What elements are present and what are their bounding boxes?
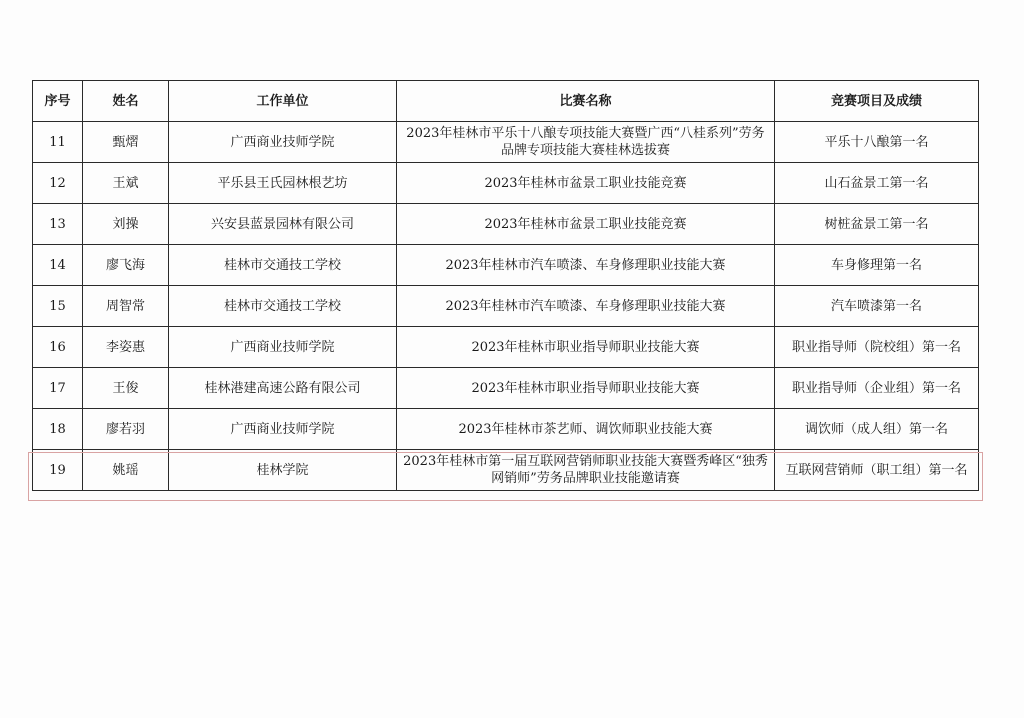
cell-name: 廖飞海 — [83, 245, 169, 286]
selection-highlight-box — [28, 452, 983, 501]
cell-event-and-result: 平乐十八酿第一名 — [775, 122, 979, 163]
table-row — [33, 122, 979, 163]
awards-table — [32, 80, 979, 491]
cell-event-and-result: 职业指导师（企业组）第一名 — [775, 368, 979, 409]
cell-event-and-result: 树桩盆景工第一名 — [775, 204, 979, 245]
table-row — [33, 286, 979, 327]
cell-name: 刘操 — [83, 204, 169, 245]
cell-competition-name: 2023年桂林市职业指导师职业技能大赛 — [397, 327, 775, 368]
cell-serial-number: 18 — [33, 409, 83, 450]
cell-serial-number: 12 — [33, 163, 83, 204]
cell-work-unit: 桂林市交通技工学校 — [169, 245, 397, 286]
cell-competition-name: 2023年桂林市盆景工职业技能竞赛 — [397, 204, 775, 245]
cell-serial-number: 16 — [33, 327, 83, 368]
header-name: 姓名 — [83, 81, 169, 122]
header-serial-number: 序号 — [33, 81, 83, 122]
table-row — [33, 409, 979, 450]
cell-serial-number: 11 — [33, 122, 83, 163]
cell-competition-name: 2023年桂林市平乐十八酿专项技能大赛暨广西“八桂系列”劳务品牌专项技能大赛桂林选拔赛 — [397, 122, 775, 163]
cell-work-unit: 广西商业技师学院 — [169, 327, 397, 368]
cell-serial-number: 13 — [33, 204, 83, 245]
cell-work-unit: 桂林学院 — [169, 450, 397, 491]
cell-serial-number: 17 — [33, 368, 83, 409]
cell-competition-name: 2023年桂林市汽车喷漆、车身修理职业技能大赛 — [397, 286, 775, 327]
cell-name: 廖若羽 — [83, 409, 169, 450]
cell-competition-name: 2023年桂林市茶艺师、调饮师职业技能大赛 — [397, 409, 775, 450]
cell-work-unit: 广西商业技师学院 — [169, 409, 397, 450]
cell-event-and-result: 山石盆景工第一名 — [775, 163, 979, 204]
cell-event-and-result: 职业指导师（院校组）第一名 — [775, 327, 979, 368]
cell-competition-name: 2023年桂林市职业指导师职业技能大赛 — [397, 368, 775, 409]
cell-work-unit: 平乐县王氏园林根艺坊 — [169, 163, 397, 204]
header-competition-name: 比赛名称 — [397, 81, 775, 122]
cell-event-and-result: 车身修理第一名 — [775, 245, 979, 286]
cell-serial-number: 15 — [33, 286, 83, 327]
cell-work-unit: 广西商业技师学院 — [169, 122, 397, 163]
table-row — [33, 368, 979, 409]
cell-event-and-result: 汽车喷漆第一名 — [775, 286, 979, 327]
table-row — [33, 327, 979, 368]
cell-name: 甄熠 — [83, 122, 169, 163]
cell-competition-name: 2023年桂林市第一届互联网营销师职业技能大赛暨秀峰区“独秀网销师”劳务品牌职业技能邀请赛 — [397, 450, 775, 491]
table-row — [33, 245, 979, 286]
table-header-row — [33, 81, 979, 122]
cell-work-unit: 桂林市交通技工学校 — [169, 286, 397, 327]
cell-name: 王俊 — [83, 368, 169, 409]
cell-work-unit: 桂林港建高速公路有限公司 — [169, 368, 397, 409]
cell-name: 李姿惠 — [83, 327, 169, 368]
cell-name: 姚瑶 — [83, 450, 169, 491]
cell-competition-name: 2023年桂林市汽车喷漆、车身修理职业技能大赛 — [397, 245, 775, 286]
cell-competition-name: 2023年桂林市盆景工职业技能竞赛 — [397, 163, 775, 204]
cell-work-unit: 兴安县蓝景园林有限公司 — [169, 204, 397, 245]
cell-serial-number: 19 — [33, 450, 83, 491]
table-row — [33, 204, 979, 245]
cell-name: 周智常 — [83, 286, 169, 327]
cell-event-and-result: 互联网营销师（职工组）第一名 — [775, 450, 979, 491]
header-event-and-result: 竞赛项目及成绩 — [775, 81, 979, 122]
table-row — [33, 163, 979, 204]
cell-name: 王斌 — [83, 163, 169, 204]
cell-event-and-result: 调饮师（成人组）第一名 — [775, 409, 979, 450]
cell-serial-number: 14 — [33, 245, 83, 286]
header-work-unit: 工作单位 — [169, 81, 397, 122]
